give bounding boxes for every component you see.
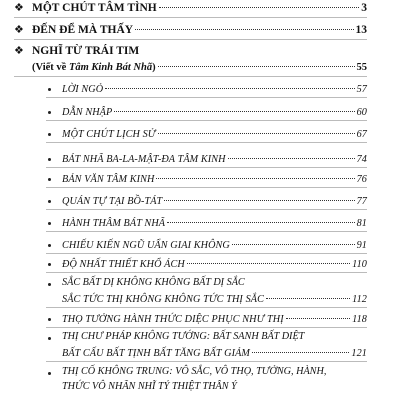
bullet-dot-icon — [48, 158, 51, 161]
leader-dots — [135, 19, 353, 30]
toc-entry — [62, 105, 367, 118]
toc-entry — [62, 194, 367, 207]
bullet-dot-icon — [48, 244, 51, 247]
diamond-bullet-icon: ❖ — [14, 45, 24, 57]
toc-label: BẢN VĂN TÂM KINH — [62, 174, 155, 186]
leader-dots — [164, 191, 354, 201]
divider — [46, 307, 367, 308]
toc-entry-line1: THỊ CHƯ PHÁP KHÔNG TƯỚNG: BẤT SANH BẤT DIỆT — [62, 331, 305, 342]
bullet-dot-icon — [48, 318, 51, 321]
bullet-dot-icon — [48, 133, 51, 136]
leader-dots — [158, 124, 355, 134]
divider — [46, 120, 367, 121]
toc-page-number: 91 — [356, 240, 367, 252]
subtitle-prefix: (Viết về — [32, 62, 69, 74]
toc-entry-line2: THỨC VÔ NHÃN NHĨ TỶ THIỆT THÂN Ý — [62, 381, 237, 392]
toc-item-mot-chut-tam-tinh — [14, 0, 367, 14]
bullet-dot-icon — [48, 111, 51, 114]
leader-dots — [156, 169, 354, 179]
toc-label: HÀNH THÂM BÁT NHÃ — [62, 218, 166, 230]
toc-label: LỜI NGỎ — [62, 84, 104, 96]
subtitle-italic: Tâm Kinh Bát Nhã — [68, 62, 153, 74]
toc-entry — [62, 216, 367, 229]
diamond-bullet-icon: ❖ — [14, 24, 24, 37]
divider — [46, 327, 367, 328]
toc-label: MỘT CHÚT LỊCH SỬ — [62, 129, 156, 141]
toc-entry — [62, 292, 367, 305]
toc-label: BÁT NHÃ BA-LA-MẬT-ĐA TÂM KINH — [62, 154, 226, 166]
toc-page-number: 112 — [352, 294, 367, 306]
toc-label: MỘT CHÚT TÂM TÌNH — [32, 2, 157, 15]
leader-dots — [187, 254, 350, 264]
toc-label: QUÁN TỰ TẠI BỒ-TÁT — [62, 196, 163, 208]
diamond-bullet-icon: ❖ — [14, 2, 24, 15]
toc-entry-line1: SẮC BẤT DỊ KHÔNG KHÔNG BẤT DỊ SẮC — [62, 277, 245, 288]
toc-page-number: 81 — [356, 218, 367, 230]
toc-entry — [62, 172, 367, 185]
bullet-dot-icon — [48, 88, 51, 91]
divider — [46, 361, 367, 362]
leader-dots — [266, 289, 350, 299]
leader-dots — [159, 0, 360, 8]
toc-entry — [62, 238, 367, 251]
toc-entry — [62, 82, 367, 95]
divider — [14, 39, 367, 40]
divider — [46, 272, 367, 273]
toc-page-number: 110 — [352, 259, 367, 271]
toc-page-number: 55 — [356, 62, 367, 74]
leader-dots — [232, 235, 355, 245]
toc-label-line2: BẤT CẤU BẤT TỊNH BẤT TĂNG BẤT GIẢM — [62, 348, 251, 360]
toc-label: CHIẾU KIẾN NGŨ UẨN GIAI KHÔNG — [62, 240, 230, 252]
toc-label-line2: SẮC TỨC THỊ KHÔNG KHÔNG TỨC THỊ SẮC — [62, 294, 264, 306]
divider — [14, 76, 367, 77]
toc-subtitle — [32, 60, 367, 73]
toc-page-number: 60 — [356, 107, 367, 119]
divider — [46, 209, 367, 210]
toc-page-number: 118 — [352, 314, 367, 326]
toc-page-number: 13 — [355, 24, 367, 37]
bullet-dot-icon — [48, 337, 51, 340]
toc-label: ĐỘ NHẤT THIẾT KHỔ ÁCH — [62, 259, 185, 271]
leader-dots — [105, 79, 354, 89]
leader-dots — [228, 149, 355, 159]
bullet-dot-icon — [48, 200, 51, 203]
toc-label: DẪN NHẬP — [62, 107, 113, 119]
bullet-dot-icon — [48, 372, 51, 375]
divider — [46, 231, 367, 232]
toc-item-nghi-tu-trai-tim — [14, 44, 139, 57]
toc-label: NGHĨ TỪ TRÁI TIM — [32, 45, 140, 57]
bullet-dot-icon — [48, 222, 51, 225]
divider — [46, 167, 367, 168]
divider — [46, 187, 367, 188]
toc-entry-line1: THỊ CỐ KHÔNG TRUNG: VÔ SẮC, VÔ THỌ, TƯỞNG, HÀNH, — [62, 366, 327, 377]
toc-entry — [62, 346, 367, 359]
toc-entry — [62, 257, 367, 270]
toc-label: THỌ TƯỞNG HÀNH THỨC DIỆC PHỤC NHƯ THỊ — [62, 314, 284, 326]
bullet-dot-icon — [48, 283, 51, 286]
leader-dots — [286, 309, 350, 319]
toc-page-number: 77 — [356, 196, 367, 208]
toc-entry — [62, 312, 367, 325]
leader-dots — [158, 57, 355, 67]
toc-page-number: 121 — [351, 348, 367, 360]
toc-page-number: 3 — [361, 2, 367, 15]
divider — [14, 17, 367, 18]
leader-dots — [114, 102, 354, 112]
bullet-dot-icon — [48, 263, 51, 266]
leader-dots — [167, 213, 355, 223]
leader-dots — [252, 343, 349, 353]
toc-label: ĐẾN ĐỂ MÀ THẤY — [32, 24, 134, 37]
divider — [46, 97, 367, 98]
subtitle-suffix: ) — [152, 62, 156, 74]
toc-page-number: 74 — [356, 154, 367, 166]
toc-item-den-de-ma-thay — [14, 22, 367, 36]
toc-page-number: 67 — [356, 129, 367, 141]
bullet-dot-icon — [48, 178, 51, 181]
toc-page-number: 57 — [356, 84, 367, 96]
toc-entry — [62, 127, 367, 140]
toc-entry — [62, 152, 367, 165]
divider — [46, 142, 367, 143]
toc-page-number: 76 — [356, 174, 367, 186]
